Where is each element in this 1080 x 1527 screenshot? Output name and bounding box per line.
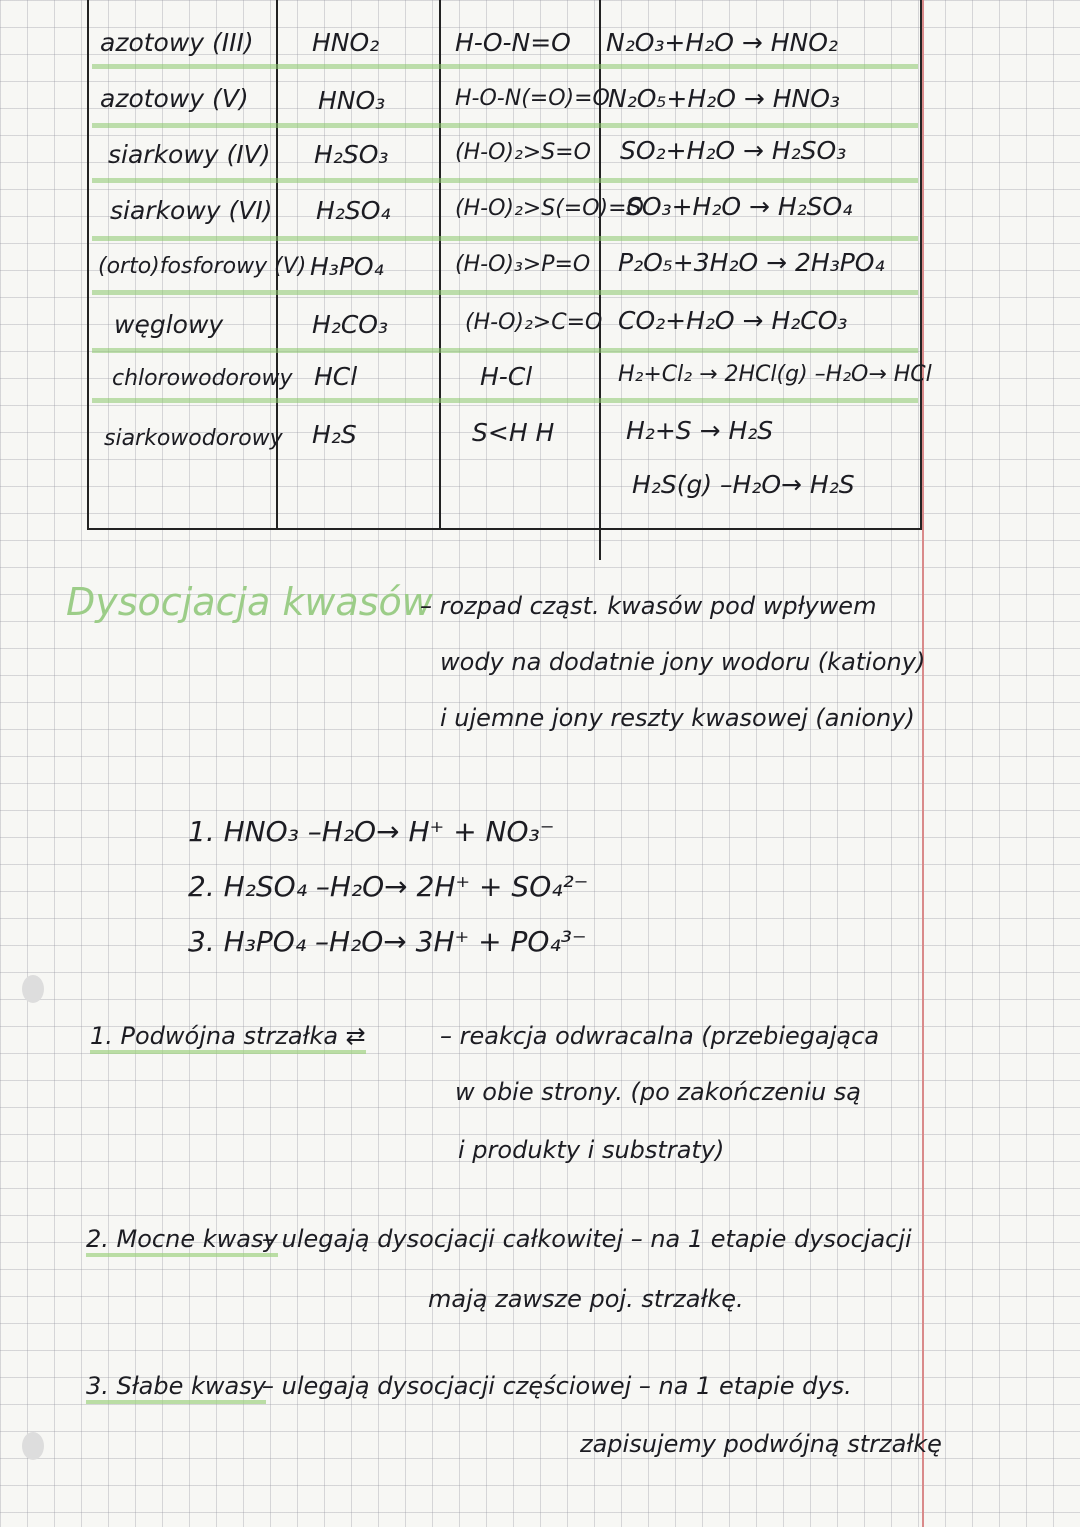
acid-formula: H₂S bbox=[312, 420, 357, 449]
definition-line: wody na dodatnie jony wodoru (kationy) bbox=[440, 648, 926, 676]
acid-formula: HNO₃ bbox=[318, 86, 386, 115]
acid-reaction: CO₂+H₂O → H₂CO₃ bbox=[618, 306, 848, 335]
acid-formula: H₂SO₄ bbox=[316, 196, 391, 225]
acid-formula: H₂SO₃ bbox=[314, 140, 389, 169]
note-heading: 1. Podwójna strzałka ⇄ bbox=[90, 1022, 366, 1054]
acid-name: (orto)fosforowy (V) bbox=[98, 254, 307, 279]
acid-reaction: P₂O₅+3H₂O → 2H₃PO₄ bbox=[618, 248, 885, 277]
note-line: i produkty i substraty) bbox=[458, 1136, 725, 1164]
acid-formula: H₂CO₃ bbox=[312, 310, 388, 339]
acid-name: siarkowy (IV) bbox=[108, 140, 271, 169]
acid-structure: (H-O)₂>C=O bbox=[465, 310, 603, 335]
acid-formula: HNO₂ bbox=[312, 28, 380, 57]
acid-name: chlorowodorowy bbox=[112, 366, 293, 391]
dissociation-equation: 1. HNO₃ –H₂O→ H⁺ + NO₃⁻ bbox=[188, 815, 555, 848]
acid-reaction: SO₃+H₂O → H₂SO₄ bbox=[626, 192, 853, 221]
acid-structure: (H-O)₃>P=O bbox=[455, 252, 591, 277]
acid-structure: H-O-N=O bbox=[455, 28, 571, 57]
definition-line: – rozpad cząst. kwasów pod wpływem bbox=[420, 592, 877, 620]
acid-reaction: N₂O₃+H₂O → HNO₂ bbox=[606, 28, 838, 57]
binder-hole bbox=[22, 975, 44, 1003]
dissociation-equation: 3. H₃PO₄ –H₂O→ 3H⁺ + PO₄³⁻ bbox=[188, 925, 587, 958]
note-line: w obie strony. (po zakończeniu są bbox=[455, 1078, 862, 1106]
acid-structure: H-O-N(=O)=O bbox=[455, 86, 610, 111]
margin-line bbox=[922, 0, 924, 1527]
definition-line: i ujemne jony reszty kwasowej (aniony) bbox=[440, 704, 915, 732]
binder-hole bbox=[22, 1432, 44, 1460]
acid-name: siarkowy (VI) bbox=[110, 196, 273, 225]
note-line: mają zawsze poj. strzałkę. bbox=[428, 1285, 744, 1313]
acid-name: azotowy (III) bbox=[100, 28, 254, 57]
acid-name: azotowy (V) bbox=[100, 84, 249, 113]
acid-structure: (H-O)₂>S(=O)=O bbox=[455, 196, 644, 221]
note-heading: 3. Słabe kwasy bbox=[86, 1372, 266, 1404]
dissociation-equation: 2. H₂SO₄ –H₂O→ 2H⁺ + SO₄²⁻ bbox=[188, 870, 589, 903]
acid-structure: H-Cl bbox=[480, 362, 533, 391]
acid-reaction: N₂O₅+H₂O → HNO₃ bbox=[608, 84, 840, 113]
note-line: zapisujemy podwójną strzałkę bbox=[580, 1430, 942, 1458]
acid-name: węglowy bbox=[114, 310, 224, 339]
acid-structure: (H-O)₂>S=O bbox=[455, 140, 591, 165]
acid-formula: H₃PO₄ bbox=[310, 252, 384, 281]
acid-reaction-extra: H₂S(g) –H₂O→ H₂S bbox=[632, 470, 855, 499]
note-line: – ulegają dysocjacji całkowitej – na 1 etapie dysocjacji bbox=[262, 1225, 912, 1253]
acid-structure: S<H H bbox=[472, 418, 555, 447]
acid-reaction: H₂+Cl₂ → 2HCl(g) –H₂O→ HCl bbox=[618, 362, 932, 387]
acid-formula: HCl bbox=[314, 362, 358, 391]
section-title: Dysocjacja kwasów bbox=[66, 580, 433, 624]
note-line: – reakcja odwracalna (przebiegająca bbox=[440, 1022, 880, 1050]
note-heading: 2. Mocne kwasy bbox=[86, 1225, 278, 1257]
acid-reaction: SO₂+H₂O → H₂SO₃ bbox=[620, 136, 847, 165]
acid-name: siarkowodorowy bbox=[104, 426, 283, 451]
note-line: – ulegają dysocjacji częściowej – na 1 etapie dys. bbox=[262, 1372, 852, 1400]
acid-reaction: H₂+S → H₂S bbox=[626, 416, 774, 445]
